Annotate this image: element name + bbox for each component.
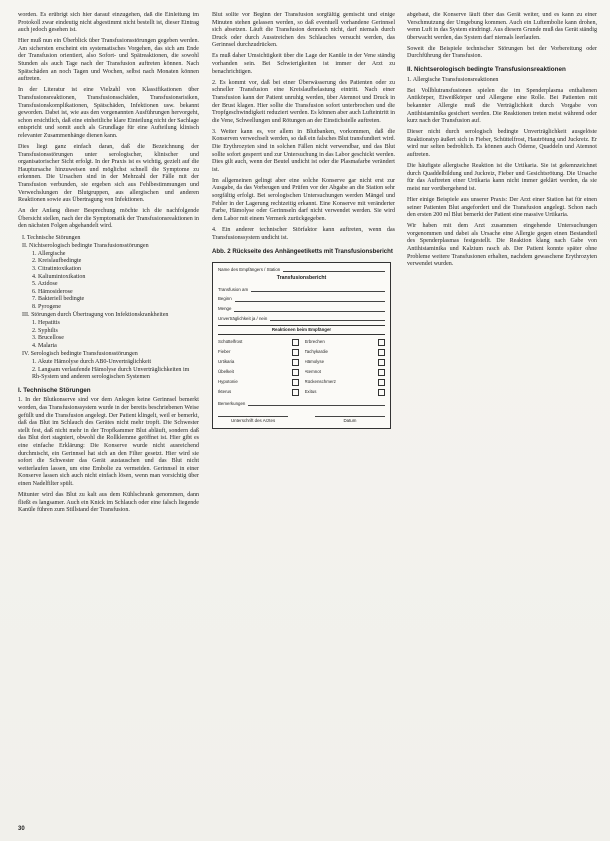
outline-item: 2. Syphilis [32, 327, 58, 334]
form-field-rule[interactable] [251, 287, 385, 292]
paragraph: Im allgemeinen gelingt aber eine solche Konserve gar nicht erst zur Ausgabe, da das Vorbeugen und Prüfen vor der Abgabe an die Station sehr sorgfältig erfolgt. Bei serologischen Untersuchungen werden Mängel und Fehler in der Lagerung rechtzeitig erkannt. Eine Konserve mit veränderter Farbe, Hämolyse oder Gerinnseln darf nicht verwendet werden. Sie wird dem Labor mit einem Vermerk zurückgegeben. [212, 177, 395, 222]
outline-item: 8. Pyrogene [32, 303, 61, 310]
checkbox-label: Übelkeit [218, 369, 234, 375]
form-field-rule[interactable] [234, 307, 385, 312]
outline-section: IV. Serologisch bedingte Transfusionsstörungen [22, 351, 138, 358]
checkbox[interactable] [378, 339, 385, 346]
outline-section: III. Störungen durch Übertragung von Infektionskrankheiten [22, 312, 169, 319]
column-left [18, 12, 199, 820]
form-checkbox-item [305, 369, 386, 376]
outline-item: 5. Azidose [32, 281, 58, 288]
page-number: 30 [18, 826, 25, 832]
checkbox[interactable] [378, 389, 385, 396]
form-field-line [218, 316, 385, 322]
form-checkbox-item [218, 349, 299, 356]
checkbox-label: Schüttelfrost [218, 339, 243, 345]
checkbox[interactable] [292, 389, 299, 396]
paragraph: abgebaut, die Konserve läuft über das Gerät weiter, und es kann zu einer Verschmutzung der Umgebung kommen. Auch ein Luftembolie kann drohen, wenn Luft in das System eindringt. Aus diesem Grunde muß das Gerät ständig überwacht werden, das System darf niemals leerlaufen. [407, 12, 597, 41]
form-title: Transfusionsbericht [276, 275, 327, 282]
paragraph: Hier einige Beispiele aus unserer Praxis: Der Arzt einer Station hat für einen seiner Patienten Blut angefordert und die Transfusion angelegt. Schon nach den ersten 200 ml Blut bemerkt der Patient eine massive Urtikaria. [407, 196, 597, 219]
outline-section: I. Technische Störungen [22, 234, 81, 241]
form-checkbox-item [305, 349, 386, 356]
form-rule [248, 401, 385, 406]
checkbox[interactable] [292, 359, 299, 366]
checkbox-label: Erbrechen [304, 339, 325, 345]
column-right [407, 12, 597, 820]
paragraph: 2. Es kommt vor, daß bei einer Überwässerung des Patienten oder zu schneller Transfusion eine Kreislaufbelastung eintritt. Nach einer Transfusion kann der Patient unruhig werden, über Atemnot und Druck in der Brust klagen. Hier sollte die Transfusion sofort unterbrochen und die Tropfgeschwindigkeit reduziert werden. Es können aber auch Lufteintritt in die Vene, Schwellungen und Rötungen an der Einstichstelle auftreten. [212, 79, 395, 124]
form-field-label: Beginn [218, 296, 232, 302]
form-checkbox-item [305, 389, 386, 396]
form-field-line [218, 287, 385, 293]
form-field-label: Transfusion am [218, 286, 249, 292]
form-checkbox-item [305, 339, 386, 346]
paragraph: worden. Es erübrigt sich hier darauf einzugehen, daß die Einleitung im Protokoll zwar eindeutig nicht abgestimmt nicht bestellt ist, dieser Eintrag auch jedoch gesehen ist. [18, 12, 199, 34]
outline-item: 4. Malaria [32, 342, 57, 349]
classification-outline [22, 235, 199, 382]
checkbox[interactable] [378, 359, 385, 366]
form-field-line [218, 306, 385, 312]
paragraph: Mitunter wird das Blut zu kalt aus dem Kühlschrank genommen, dann fließt es langsamer. Auch ein Knick im Schlauch oder eine falsch liegende Kanüle führen zum Stillstand der Transfusion. [18, 492, 199, 514]
checkbox[interactable] [292, 339, 299, 346]
paragraph: Dieser nicht durch serologisch bedingte Unverträglichkeit ausgelöste Reaktionstyp äußert sich in Fieber, Schüttelfrost, Hautrötung und Juckreiz. Er wird nur selten bedrohlich. Es können auch Ödeme, Quaddeln und Atemnot auftreten. [407, 129, 597, 158]
paragraph: Es muß daher Umsichtigkeit über die Lage der Kanüle in der Vene ständig vorhanden sein. Bei Schwierigkeiten ist immer der Arzt zu benachrichtigen. [212, 53, 395, 75]
paragraph: Hier muß nun ein Überblick über Transfusionsstörungen gegeben werden. Am sichersten erscheint ein systematisches Vorgehen, das sich am Ende der Transfusion orientiert, also Sofort- und Spätreaktionen, die sowohl Stunden als auch Tage nach der Transfusion auftreten können. Nach Spätschäden an noch Tagen und Wochen, selbst nach Monaten können auftreten. [18, 38, 199, 83]
outline-item: 1. Allergische [32, 250, 66, 257]
form-header-label: Name des Empfängers / Station [218, 266, 281, 272]
checkbox-label: Fieber [218, 349, 231, 355]
form-field-line [218, 296, 385, 302]
form-field-rule[interactable] [270, 316, 385, 321]
form-field-label: Unverträglichkeit ja / nein [218, 315, 268, 321]
paragraph: 1. In der Blutkonserve sind vor dem Anlegen keine Gerinnsel bemerkt worden, das Transfusionssystem wurde in der bereits beschriebenen Weise gefüllt und die Transfusion angelegt. Der Patient klingelt, weil er bemerkt, daß das Blut im Schlauch des Gerätes nicht mehr tropft. Die Schwester stellt fest, daß nicht mehr in der Tropfkammer Blut abläuft, sondern daß das Blut dort stagniert, obwohl die Rollklemme geöffnet ist. Hier gibt es eine einfache Erklärung: Die Konserve wurde nicht ausreichend durchmischt, ein Gerinnsel hat sich an den Filter gesetzt. Hier wird sie sofort die Schwester das Gerät austauschen und das Blut nicht weiterlaufen lassen, um eine Embolie zu vermeiden. Gerinnsel in einer Konserve lassen sich auch nicht einfach lösen, wenn man vorsichtig über einen Nadelfilter spült. [18, 397, 199, 487]
checkbox[interactable] [378, 349, 385, 356]
paragraph: Soweit die Beispiele technischer Störungen bei der Vorbereitung oder Durchführung der Transfusion. [407, 45, 597, 60]
outline-item: 1. Akute Hämolyse durch AB0-Unverträglichkeit [32, 359, 152, 366]
checkbox[interactable] [292, 379, 299, 386]
checkbox-label: Hämolyse [304, 359, 325, 365]
checkbox-label: Ikterus [218, 389, 232, 395]
paragraph: In der Literatur ist eine Vielzahl von Klassifikationen über Transfusionsreaktionen, Transfusionsschäden, Transfusionsrisiken, Transfusionskomplikationen, Spätschäden, Infektionen usw. bekannt geworden. Dabei ist, wie aus den vorgenannten Ausführungen hervorgeht, schon ersichtlich, daß eine einheitliche klare Einteilung nicht der Sachlage entspricht und somit auch als Grundlage für eine Aufteilung klinisch relevanter Zusammenhänge dienen kann. [18, 87, 199, 139]
checkbox-label: Atemnot [304, 369, 321, 375]
outline-item: 3. Brucellose [32, 335, 64, 342]
form-checkbox-item [305, 379, 386, 386]
transfusion-report-form [212, 262, 391, 429]
form-checkbox-item [218, 369, 299, 376]
outline-item: 7. Bakteriell bedingte [32, 296, 85, 303]
signature-date: Datum [315, 416, 385, 424]
form-band: Reaktionen beim Empfänger [218, 325, 385, 335]
figure-caption: Abb. 2 Rückseite des Anhängeetiketts mit Transfusionsbericht [212, 248, 393, 256]
form-checkbox-item [305, 359, 386, 366]
paragraph: Blut sollte vor Beginn der Transfusion sorgfältig gemischt und einige Minuten stehen gelassen werden, so daß eventuell vorhandene Gerinnsel sich absetzen. Läuft die Transfusion dennoch nicht, darf niemals durch Druck oder durch Ausstreichen des Schlauches versucht werden, das Gerinnsel durchzudrücken. [212, 12, 395, 49]
form-checkbox-item [218, 379, 299, 386]
column-middle [212, 12, 395, 820]
section-heading: I. Technische Störungen [18, 386, 91, 394]
checkbox[interactable] [378, 369, 385, 376]
form-header-line [218, 267, 385, 273]
subheading: 1. Allergische Transfusionsreaktionen [407, 76, 499, 83]
checkbox-label: Rückenschmerz [304, 379, 336, 385]
outline-item: 3. Citratintoxikation [32, 265, 82, 272]
outline-item: 4. Kaliumintoxikation [32, 273, 86, 280]
paragraph: Die häufigste allergische Reaktion ist die Urtikaria. Sie ist gekennzeichnet durch Quaddelbildung und Juckreiz, Fieber und Gesichtsrötung. Die Ursache für das Auftreten einer Urtikaria kann nicht immer geklärt werden, da sie meist nur vorübergehend ist. [407, 163, 597, 192]
form-checkbox-item [218, 389, 299, 396]
outline-item: 6. Hämosiderose [32, 288, 73, 295]
form-field-label: Menge [218, 305, 232, 311]
checkbox[interactable] [378, 379, 385, 386]
form-notes-line [218, 401, 385, 407]
section-heading: II. Nichtserologisch bedingte Transfusionsreaktionen [407, 66, 566, 74]
outline-item: 2. Langsam verlaufende Hämolyse durch Unverträglichkeiten im Rh-System und anderen serologischen Systemen [32, 366, 190, 381]
checkbox-label: Urtikaria [218, 359, 235, 365]
paragraph: 4. Ein anderer technischer Störfaktor kann auftreten, wenn das Transfusionssystem undicht ist. [212, 226, 395, 241]
checkbox-label: Hypotonie [218, 379, 238, 385]
paragraph: Dies liegt ganz einfach daran, daß die Bezeichnung der Transfusionsstörungen unter serologischer, klinischer und organisatorischer Sicht erfolgt. In der Praxis ist es wichtig, gezielt auf die Hauptursache hinzuweisen und möglichst schnell die Symptome zu erkennen. Die Ursachen sind in der Mehrzahl der Fälle mit der Transfusion verbunden, sie ergeben sich aus Fehlbestimmungen und Verwechslungen der Blutgruppen, aus allergischen und anderen Reaktionen sowie aus Übertragung von Infektionen. [18, 144, 199, 204]
checkbox-label: Tachykardie [304, 349, 328, 355]
form-rule [283, 267, 385, 272]
outline-item: 1. Hepatitis [32, 320, 60, 327]
paragraph: Wir haben mit dem Arzt zusammen eingehende Untersuchungen vorgenommen und dabei als Ursache eine Allergie gegen einen Bestandteil des Spenderplasmas festgestellt. Die Reaktion klang nach Gabe von Antihistaminika und Kalzium rasch ab. Der Patient konnte später ohne Probleme weitere Transfusionen erhalten, nachdem gewaschene Erythrozyten verwendet wurden. [407, 223, 597, 268]
form-signature-row [218, 416, 385, 424]
outline-section: II. Nichtserologisch bedingte Transfusionsstörungen [22, 243, 149, 250]
form-checkbox-item [218, 359, 299, 366]
form-checkbox-item [218, 339, 299, 346]
paragraph: Bei Vollblutransfusionen spielen die im Spenderplasma enthaltenen Antikörper, Eiweißkörper und Allergene eine Rolle. Bei Patienten mit bekannter Allergie muß die Verträglichkeit durch Vorgabe von Antihistaminika gesichert werden. Die Reaktionen treten meist während oder kurz nach der Transfusion auf. [407, 87, 597, 125]
form-lines [218, 287, 385, 321]
checkbox-label: Exitus [304, 389, 317, 395]
form-field-rule[interactable] [235, 297, 385, 302]
signature-doctor: Unterschrift des Arztes [218, 416, 288, 424]
paragraph: An der Anfang dieser Besprechung möchte ich die nachfolgende Übersicht stellen, nach der die Symptomatik der Transfusionsreaktionen in den nächsten Folgen abgehandelt wird. [18, 208, 199, 230]
checkbox[interactable] [292, 369, 299, 376]
outline-item: 2. Kreislaufbedingte [32, 258, 82, 265]
form-checkbox-grid [218, 339, 385, 396]
paragraph: 3. Weiter kann es, vor allem in Blutbanken, vorkommen, daß die Konserven verwechselt werden, so daß ein falsches Blut transfundiert wird. Die Erythrozyten sind in solchen Fällen nicht verwendbar, und das Blut sollte sofort gesperrt und zur Untersuchung in das Labor geschickt werden. Dies gilt auch, wenn der Beutel undicht ist oder die Plasmafarbe verändert ist. [212, 128, 395, 173]
form-notes-label: Bemerkungen [218, 400, 246, 406]
checkbox[interactable] [292, 349, 299, 356]
